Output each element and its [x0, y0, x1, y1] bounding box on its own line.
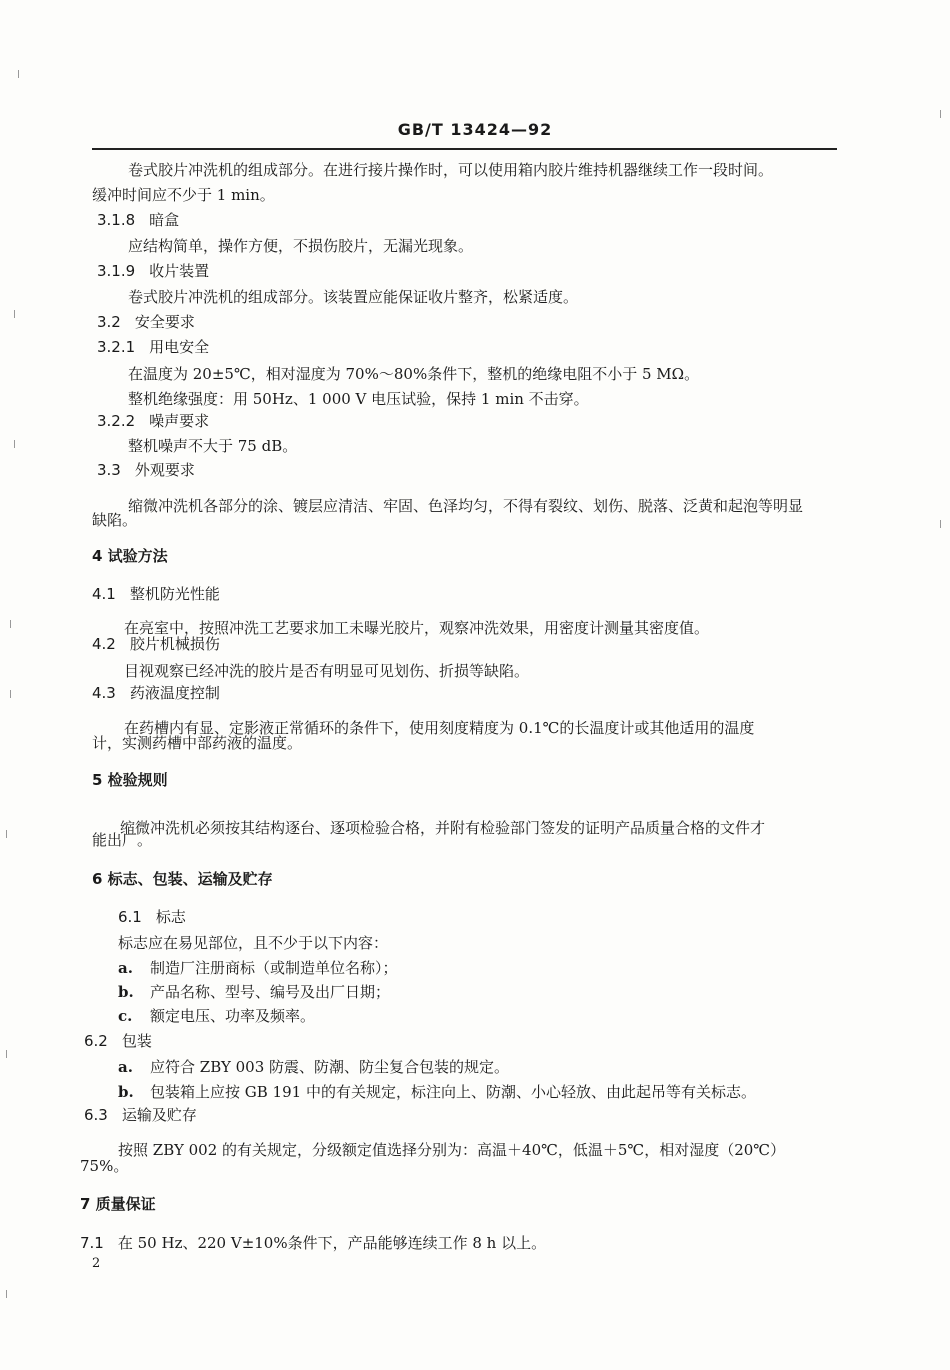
scan-mark: [940, 110, 941, 118]
paragraph-line: 应结构简单，操作方便，不损伤胶片，无漏光现象。: [128, 237, 474, 255]
paragraph-line: 缩微冲洗机必须按其结构逐台、逐项检验合格，并附有检验部门签发的证明产品质量合格的文件才: [120, 819, 766, 837]
section-heading-3-2-1: [97, 337, 209, 357]
section-7-1: [80, 1233, 546, 1253]
section-number: 3.2.2: [97, 412, 136, 430]
section-heading-4-2: [92, 634, 220, 654]
paragraph-line: 按照 ZBY 002 的有关规定，分级额定值选择分别为：高温＋40℃，低温＋5℃，相对湿度（20℃）: [118, 1141, 786, 1159]
section-text: 在 50 Hz、220 V±10%条件下，产品能够连续工作 8 h 以上。: [117, 1234, 547, 1252]
section-title: 胶片机械损伤: [129, 635, 220, 653]
section-title: 用电安全: [149, 338, 210, 356]
header-rule: [92, 148, 837, 150]
paragraph-line: 缺陷。: [92, 511, 138, 529]
section-heading-3-1-8: [97, 210, 179, 230]
section-number: 3.2.1: [97, 338, 136, 356]
section-title: 噪声要求: [149, 412, 210, 430]
scan-mark: [14, 440, 15, 448]
section-title: 外观要求: [134, 461, 195, 479]
paragraph-line: 目视观察已经冲洗的胶片是否有明显可见划伤、折损等缺陷。: [124, 662, 530, 680]
paragraph-line: 卷式胶片冲洗机的组成部分。在进行接片操作时，可以使用箱内胶片维持机器继续工作一段时间。: [128, 161, 774, 179]
paragraph-line: 在药槽内有显、定影液正常循环的条件下，使用刻度精度为 0.1℃的长温度计或其他适用的温度: [124, 719, 755, 737]
section-number: 4.2: [92, 635, 116, 653]
list-text: 额定电压、功率及频率。: [150, 1007, 316, 1025]
scan-mark: [10, 620, 11, 628]
section-title: 运输及贮存: [121, 1106, 197, 1124]
scan-mark: [6, 1050, 7, 1058]
section-heading-6-1: [118, 907, 186, 927]
chapter-heading-5: 5 检验规则: [92, 771, 168, 789]
section-title: 收片装置: [149, 262, 210, 280]
paragraph-line: 在亮室中，按照冲洗工艺要求加工未曝光胶片，观察冲洗效果，用密度计测量其密度值。: [124, 619, 710, 637]
list-label: a.: [118, 959, 133, 977]
section-number: 3.2: [97, 313, 121, 331]
section-number: 6.1: [118, 908, 142, 926]
paragraph-line: 卷式胶片冲洗机的组成部分。该装置应能保证收片整齐，松紧适度。: [128, 288, 579, 306]
paragraph-line: 整机绝缘强度：用 50Hz、1 000 V 电压试验，保持 1 min 不击穿。: [128, 390, 589, 408]
scan-mark: [6, 1290, 7, 1298]
paragraph-line: 标志应在易见部位，且不少于以下内容：: [118, 934, 389, 952]
list-label: a.: [118, 1058, 133, 1076]
list-item: [118, 1057, 509, 1077]
section-number: 3.3: [97, 461, 121, 479]
chapter-heading-7: 7 质量保证: [80, 1195, 156, 1213]
scan-mark: [940, 520, 941, 528]
section-title: 整机防光性能: [129, 585, 220, 603]
section-heading-6-3: [84, 1105, 197, 1125]
section-title: 暗盒: [149, 211, 180, 229]
section-heading-3-1-9: [97, 261, 209, 281]
section-number: 6.3: [84, 1106, 108, 1124]
scan-mark: [6, 830, 7, 838]
list-item: [118, 1006, 315, 1026]
list-item: [118, 1082, 756, 1102]
chapter-heading-4: 4 试验方法: [92, 547, 168, 565]
list-label: b.: [118, 1083, 134, 1101]
section-heading-6-2: [84, 1031, 152, 1051]
section-title: 安全要求: [134, 313, 195, 331]
section-number: 7.1: [80, 1234, 104, 1252]
paragraph-line: 75%。: [80, 1157, 129, 1175]
section-heading-4-1: [92, 584, 220, 604]
list-label: c.: [118, 1007, 133, 1025]
paragraph-line: 缩微冲洗机各部分的涂、镀层应清洁、牢固、色泽均匀，不得有裂纹、划伤、脱落、泛黄和起泡等明显: [128, 497, 804, 515]
section-number: 4.3: [92, 684, 116, 702]
paragraph-line: 计，实测药槽中部药液的温度。: [92, 734, 303, 752]
paragraph-line: 缓冲时间应不少于 1 min。: [92, 186, 275, 204]
section-heading-4-3: [92, 683, 220, 703]
section-number: 3.1.9: [97, 262, 136, 280]
section-heading-3-2: [97, 312, 195, 332]
chapter-heading-6: 6 标志、包装、运输及贮存: [92, 870, 273, 888]
list-text: 制造厂注册商标（或制造单位名称）；: [150, 959, 398, 977]
paragraph-line: 整机噪声不大于 75 dB。: [128, 437, 298, 455]
page-number: 2: [92, 1256, 101, 1271]
list-item: [118, 958, 398, 978]
section-number: 3.1.8: [97, 211, 136, 229]
scan-mark: [14, 310, 15, 318]
section-number: 4.1: [92, 585, 116, 603]
list-text: 产品名称、型号、编号及出厂日期；: [150, 983, 391, 1001]
section-heading-3-2-2: [97, 411, 209, 431]
scan-mark: [18, 70, 19, 78]
list-text: 包装箱上应按 GB 191 中的有关规定，标注向上、防潮、小心轻放、由此起吊等有关标志。: [150, 1083, 756, 1101]
section-title: 包装: [121, 1032, 152, 1050]
list-label: b.: [118, 983, 134, 1001]
list-text: 应符合 ZBY 003 防震、防潮、防尘复合包装的规定。: [150, 1058, 510, 1076]
section-heading-3-3: [97, 460, 195, 480]
list-item: [118, 982, 390, 1002]
section-title: 标志: [155, 908, 186, 926]
standard-code-header: GB/T 13424—92: [397, 120, 553, 139]
section-number: 6.2: [84, 1032, 108, 1050]
scan-mark: [10, 690, 11, 698]
paragraph-line: 能出厂。: [92, 831, 153, 849]
section-title: 药液温度控制: [129, 684, 220, 702]
paragraph-line: 在温度为 20±5℃，相对湿度为 70%～80%条件下，整机的绝缘电阻不小于 5 MΩ。: [128, 365, 700, 383]
